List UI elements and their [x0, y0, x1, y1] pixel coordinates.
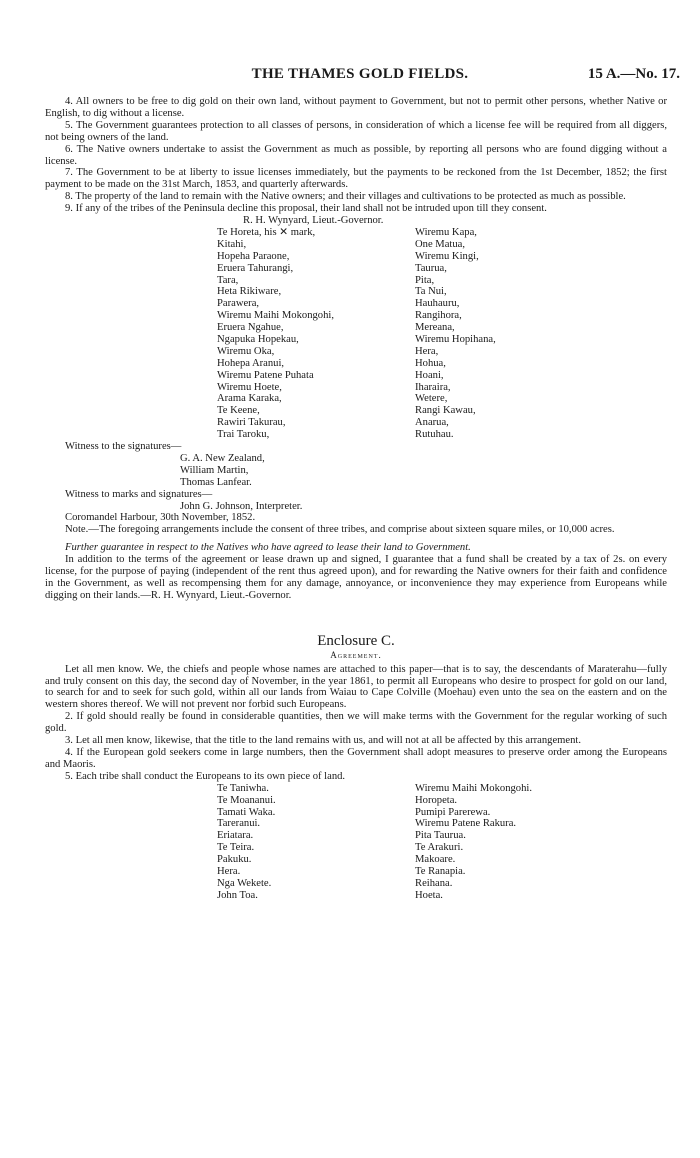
- signatory-rows: [45, 227, 667, 441]
- signatory-name: Wiremu Patene Puhata: [217, 369, 314, 381]
- signatory-name: Eriatara.: [217, 830, 254, 842]
- signatory-row: [45, 370, 667, 382]
- signatory-name: Te Moananui.: [217, 794, 276, 806]
- signatory-name: Hera,: [415, 345, 439, 357]
- agreement-clause: 2. If gold should really be found in considerable quantities, then we will make terms with the Government for the regular working of such gold.: [45, 711, 667, 735]
- term-paragraph: 4. All owners to be free to dig gold on their own land, without payment to Government, but not to permit other persons, whether Native or English, to dig without a license.: [45, 96, 667, 119]
- agreement-subtitle: Agreement.: [330, 649, 382, 660]
- signatory-name: Wiremu Patene Rakura.: [415, 818, 517, 830]
- signatory-name: One Matua,: [415, 238, 466, 250]
- signatory-name: Pita,: [415, 274, 435, 286]
- signatory-name: Trai Taroku,: [217, 429, 270, 441]
- agreement-clause: 5. Each tribe shall conduct the Europeans to its own piece of land.: [65, 770, 346, 782]
- guarantee-heading: Further guarantee in respect to the Natives who have agreed to lease their land to Government.: [65, 542, 471, 554]
- signatory-row: [45, 878, 667, 890]
- agreement-intro: Let all men know. We, the chiefs and people whose names are attached to this paper—that is to say, the descendants of Maraterahu—fully and truly consent on this day, the second day of November, in the year 1861, to permit all Europeans who desire to prospect for gold on our land, to search for and to seek for such gold, within all our lands from Waiau to Cape Colville (Moehau) even unto the sea on the eastern and on the western shores thereof. We will not prevent nor forbid such Europeans.: [45, 663, 667, 711]
- signatory-row: [45, 263, 667, 275]
- signatory-row: [45, 275, 667, 287]
- signatory-name: Rangihora,: [415, 310, 462, 322]
- witness-name: Thomas Lanfear.: [180, 476, 252, 488]
- signatory-row: [45, 854, 667, 866]
- signatory-name: Reihana.: [415, 877, 453, 889]
- signatory-row: [45, 239, 667, 251]
- signatory-name: Tara,: [217, 274, 239, 286]
- agreement-clause: 3. Let all men know, likewise, that the title to the land remains with us, and will not at all be affected by this arrangement.: [65, 735, 582, 747]
- signatory-name: Hera.: [217, 865, 241, 877]
- signatory-row: [45, 783, 667, 795]
- document-body: [45, 96, 667, 902]
- signatory-row: [45, 251, 667, 263]
- signatory-name: Pakuku.: [217, 854, 252, 866]
- witness-label: Witness to marks and signatures—: [65, 488, 213, 500]
- signatory-name: Te Horeta, his ✕ mark,: [217, 226, 316, 238]
- signatory-name: Ta Nui,: [415, 286, 447, 298]
- signatory-name: Horopeta.: [415, 794, 458, 806]
- signatory-name: Parawera,: [217, 298, 260, 310]
- term-paragraph: 9. If any of the tribes of the Peninsula decline this proposal, their land shall not be intruded upon till they consent.: [65, 203, 547, 215]
- signatory-name: Kitahi,: [217, 238, 247, 250]
- witness-name: G. A. New Zealand,: [180, 452, 265, 464]
- witness-name: John G. Johnson, Interpreter.: [180, 500, 303, 512]
- signatory-name: Te Keene,: [217, 405, 260, 417]
- signatory-name: Te Ranapia.: [415, 865, 466, 877]
- terms-list: [45, 96, 667, 215]
- signatory-name: Hohepa Aranui,: [217, 357, 285, 369]
- signatory-row: [45, 382, 667, 394]
- term-paragraph: 7. The Government to be at liberty to issue licenses immediately, but the payments to be reckoned from the 1st December, 1852; the first payment to be made on the 31st March, 1853, and quarterly afterwards.: [45, 167, 667, 191]
- signatory-name: Wiremu Kingi,: [415, 250, 479, 262]
- running-title: THE THAMES GOLD FIELDS.: [251, 66, 469, 82]
- signatories-block-1: [45, 215, 667, 441]
- signatory-row: [45, 866, 667, 878]
- signatory-row: [45, 393, 667, 405]
- signatory-name: Rawiri Takurau,: [217, 417, 286, 429]
- signatory-name: Eruera Tahurangi,: [217, 262, 294, 274]
- signatory-name: Te Taniwha.: [217, 782, 269, 794]
- signatory-name: Rangi Kawau,: [415, 405, 476, 417]
- signatory-name: Wiremu Hopihana,: [415, 333, 496, 345]
- witness-name: William Martin,: [180, 464, 249, 476]
- signatory-name: Mereana,: [415, 322, 455, 334]
- signatory-row: [45, 429, 667, 441]
- signatory-name: Tamati Waka.: [217, 806, 276, 818]
- term-paragraph: 6. The Native owners undertake to assist the Government as much as possible, by reporting all persons who are found digging without a license.: [45, 143, 667, 167]
- signatory-name: Pita Taurua.: [415, 830, 466, 842]
- signatory-row: [45, 807, 667, 819]
- signatory-row: [45, 310, 667, 322]
- signatory-name: John Toa.: [217, 889, 258, 901]
- signatory-name: Wiremu Maihi Mokongohi,: [217, 310, 334, 322]
- signatory-name: Te Arakuri.: [415, 842, 464, 854]
- signatory-row: [45, 417, 667, 429]
- signatory-row: [45, 322, 667, 334]
- signatory-row: [45, 842, 667, 854]
- signatory-name: Wiremu Hoete,: [217, 381, 282, 393]
- signatory-name: Wiremu Kapa,: [415, 226, 477, 238]
- signatory-name: Arama Karaka,: [217, 393, 282, 405]
- signatory-name: Eruera Ngahue,: [217, 322, 284, 334]
- page-header: [40, 66, 680, 84]
- witness-label: Witness to the signatures—: [65, 440, 182, 452]
- signatories-block-2: [45, 783, 667, 902]
- signatory-name: Heta Rikiware,: [217, 286, 282, 298]
- signatory-row: [45, 818, 667, 830]
- signatory-name: Wiremu Oka,: [217, 345, 275, 357]
- agreement-clause: 4. If the European gold seekers come in large numbers, then the Government shall adopt measures to preserve order among the Europeans and Maoris.: [45, 747, 667, 770]
- signatory-name: Hoeta.: [415, 889, 443, 901]
- note-paragraph: Note.—The foregoing arrangements include the consent of three tribes, and comprise about sixteen square miles, or 10,000 acres.: [65, 524, 615, 536]
- term-paragraph: 5. The Government guarantees protection to all classes of persons, in consideration of which a license fee will be required from all diggers, not being owners of the land.: [45, 119, 667, 143]
- signatory-name: Hauhauru,: [415, 298, 460, 310]
- term-paragraph: 8. The property of the land to remain with the Native owners; and their villages and cultivations to be protected as much as possible.: [65, 191, 626, 203]
- signatory-name: Hopeha Paraone,: [217, 250, 290, 262]
- enclosure-title: Enclosure C.: [317, 632, 395, 649]
- signatory-name: Ngapuka Hopekau,: [217, 333, 299, 345]
- signatory-name: Te Teira.: [217, 842, 255, 854]
- signatory-name: Wetere,: [415, 393, 448, 405]
- signatory-row: [45, 334, 667, 346]
- signatory-name: Rutuhau.: [415, 429, 454, 441]
- signatory-row: [45, 890, 667, 902]
- signatory-name: Wiremu Maihi Mokongohi.: [415, 782, 532, 794]
- signatory-row: [45, 830, 667, 842]
- signatory-row: [45, 286, 667, 298]
- signatory-name: Makoare.: [415, 854, 456, 866]
- signatory-row: [45, 227, 667, 239]
- signatory-name: Iharaira,: [415, 381, 451, 393]
- guarantee-paragraph: In addition to the terms of the agreement or lease drawn up and signed, I guarantee that a fund shall be created by a tax of 2s. on every license, for the purpose of paying (independent of the rent thus agreed upon), and for rewarding the Native owners for their faith and confidence in the Government, as well as recompensing them for any damage, annoyance, or inconvenience they may experience from Europeans while digging on their lands.—R. H. Wynyard, Lieut.-Governor.: [45, 554, 667, 601]
- signatory-name: Tareranui.: [217, 818, 261, 830]
- signatory-row: [45, 346, 667, 358]
- signatory-name: Hoani,: [415, 369, 444, 381]
- signatory-name: Pumipi Parerewa.: [415, 806, 491, 818]
- signatory-row: [45, 298, 667, 310]
- signatory-row: [45, 358, 667, 370]
- page-reference: 15 A.—No. 17.: [587, 66, 680, 82]
- signatory-name: Taurua,: [415, 262, 447, 274]
- witness-section: [45, 441, 667, 536]
- signatory-name: Hohua,: [415, 357, 446, 369]
- signatory-name: Nga Wekete.: [217, 877, 272, 889]
- signatory-name: Anarua,: [415, 417, 449, 429]
- signatory-row: [45, 405, 667, 417]
- place-date: Coromandel Harbour, 30th November, 1852.: [65, 512, 256, 524]
- lead-signatory: R. H. Wynyard, Lieut.-Governor.: [243, 215, 384, 227]
- signatory-row: [45, 795, 667, 807]
